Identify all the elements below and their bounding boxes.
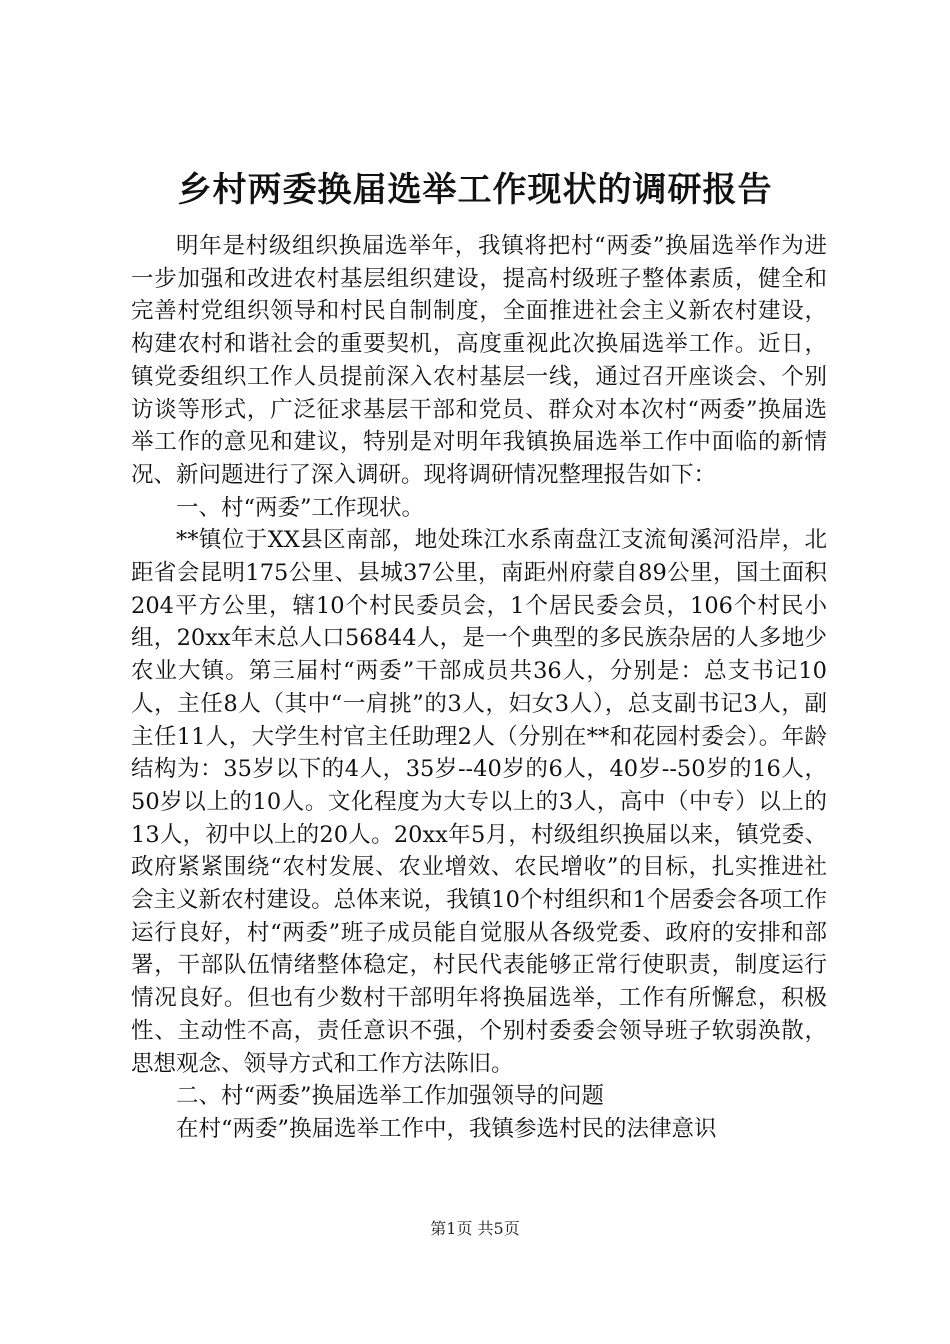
paragraph-status: **镇位于XX县区南部，地处珠江水系南盘江支流甸溪河沿岸，北距省会昆明175公里、县城37公里，南距州府蒙自89公里，国土面积204平方公里，辖10个村民委员会，1个居民委会员，106个村民小组，20xx年末总人口56844人，是一个典型的多民族杂居的人多地少农业大镇。第三届村“两委”干部成员共36人，分别是：总支书记10人，主任8人（其中“一肩挑”的3人，妇女3人），总支副书记3人，副主任11人，大学生村官主任助理2人（分别在**和花园村委会）。年龄结构为：35岁以下的4人，35岁--40岁的6人，40岁--50岁的16人，50岁以上的10人。文化程度为大专以上的3人，高中（中专）以上的13人，初中以上的20人。20xx年5月，村级组织换届以来，镇党委、政府紧紧围绕“农村发展、农业增效、农民增收”的目标，扎实推进社会主义新农村建设。总体来说，我镇10个村组织和1个居委会各项工作运行良好，村“两委”班子成员能自觉服从各级党委、政府的安排和部署，干部队伍情绪整体稳定，村民代表能够正常行使职责，制度运行情况良好。但也有少数村干部明年将换届选举，工作有所懈怠，积极性、主动性不高，责任意识不强，个别村委委会领导班子软弱涣散，思想观念、领导方式和工作方法陈旧。: [131, 527, 827, 1077]
document-title: 乡村两委换届选举工作现状的调研报告: [177, 170, 773, 210]
page-footer: 第1页 共5页: [430, 1219, 520, 1238]
paragraph-continuation: 在村“两委”换届选举工作中，我镇参选村民的法律意识: [176, 1115, 717, 1142]
section-heading-2: 二、村“两委”换届选举工作加强领导的问题: [176, 1083, 605, 1110]
paragraph-intro: 明年是村级组织换届选举年，我镇将把村“两委”换届选举作为进一步加强和改进农村基层组织建设，提高村级班子整体素质，健全和完善村党组织领导和村民自制制度，全面推进社会主义新农村建设，构建农村和谐社会的重要契机，高度重视此次换届选举工作。近日，镇党委组织工作人员提前深入农村基层一线，通过召开座谈会、个别访谈等形式，广泛征求基层干部和党员、群众对本次村“两委”换届选举工作的意见和建议，特别是对明年我镇换届选举工作中面临的新情况、新问题进行了深入调研。现将调研情况整理报告如下：: [131, 233, 827, 488]
document-body: [131, 230, 827, 1146]
section-heading-1: 一、村“两委”工作现状。: [176, 494, 425, 521]
